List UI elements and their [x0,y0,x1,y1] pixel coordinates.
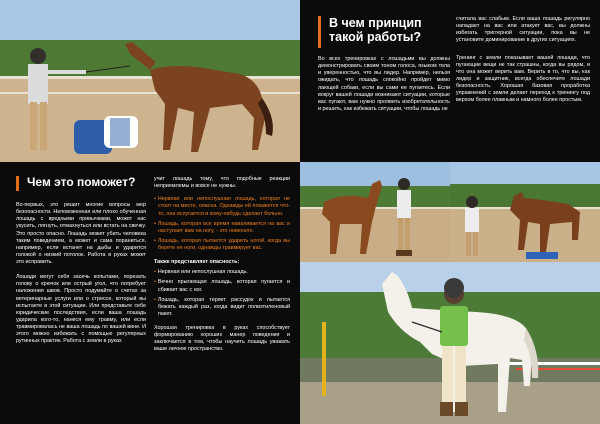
bottom-col2-closing: Хорошая тренировка в руках способствует формированию хороших манер поведения и заключается в том, чтобы научить лошадь уважать ваше личное пространство. [154,325,290,353]
top-title [318,16,422,48]
top-column-2 [456,16,590,109]
bottom-col2-paragraph-1: учит лошадь тому, что подобные реакции неприемлемы и вовсе не нужны. [154,176,290,190]
bottom-title [16,176,135,191]
top-title-line2: такой работы? [329,30,422,45]
top-col1-paragraph: Во всех тренировках с лошадьми вы должны демонстрировать своим тоном голоса, языком тела и уверенностью, что вы лидер. Например, нельзя ожидать, что лошадь спокойно пройдет мимо лающей собаки, если вы сами ее пугаетесь. Если вокруг вашей лошади возникают ситуации, которые вас пугают, вам нужно проявить изобретательность и решить, как избежать ситуации, чтобы лошадь не [318,56,450,112]
title-accent-bar [16,176,19,191]
orange-bullet-2: • Лошадь, которая все время наваливается на вас и наступает вам на ногу, - это невесело. [154,221,290,235]
bottom-column-2 [154,176,290,359]
photo-trainer-chestnut-horse [300,162,450,262]
white-bullet-1: • Нервная или непослушная лошадь. [154,269,290,276]
top-col2-paragraph-2: Тренинг с земли показывает вашей лошади, что пугающие вещи не так страшны, когда вы рядом, и что она может верить вам. Верить в то, что вы, как лидер и защитник, всегда обеспечите лошади безопасность. Хорошая базовая проработка упражнений с земли делает переход к тренингу под верхом более плавным и намного более простым. [456,54,590,104]
white-bullet-2: • Вечно прыгающая лошадь, которая пугается и сбивает вас с ног. [154,279,290,293]
danger-heading: Также представляет опасность: [154,259,240,266]
white-bullet-3: • Лошадь, которая теряет рассудок и пытается бежать каждый раз, когда видит полиэтиленовый пакет. [154,297,290,318]
orange-bullet-1: • Нервная или непослушная лошадь, которая не стоит на месте, опасна. Однажды ей покажется что-то, она испугается и кому-нибудь сделает больно. [154,196,290,217]
bottom-title-text: Чем это поможет? [27,175,136,189]
bottom-col1-paragraph-1: Во-первых, это решит многие вопросы мер безопасности. Неповоженная или плохо обученная лошадь с вредными привычками, может нас укусить, лягнуть, отмахнуться или встать на свечку. Это просто опасно. Лошадь может убить человека таким поведением, а может и сама пораниться, например, если встанет на дыбы и ударится головой о низкий потолок. Работа в руках может это исправить. [16,202,146,265]
photo-woman-white-horse [300,262,600,424]
top-column-1 [318,56,450,118]
orange-bullet-3: • Лошадь, которая пытается ударить ногой, когда вы берете ее ноги, однажды травмирует вас. [154,238,290,252]
photo-trainer-bay-horse [450,162,600,262]
title-accent-bar [318,16,321,48]
top-title-line1: В чем принцип [329,16,422,30]
bottom-column-1 [16,202,146,350]
bottom-col1-paragraph-2: Лошади могут себя засечь копытами, порезать голову о крючок или острый угол, что потребует наложения швов. Просто подумайте о счетах за ветеринарные услуги или о стрессе, который вы испытаете в этой ситуации. Или представьте себе юридические последствия, если ваша лошадь ударила кого-то, нанеся ему травму, или если травмировалась не ваша лошадь по вашей вине. И этого можно избежать с помощью регулярных рутинных практик. Работа с земли в руках [16,274,146,345]
photo-trainer-lunging-horse [0,0,300,162]
top-col2-paragraph-1: считала вас слабым. Если ваша лошадь регулярно нападает на вас или атакует вас, вы должны избегать триггерной ситуации, пока вы не установите доминирование в других ситуациях. [456,16,590,44]
